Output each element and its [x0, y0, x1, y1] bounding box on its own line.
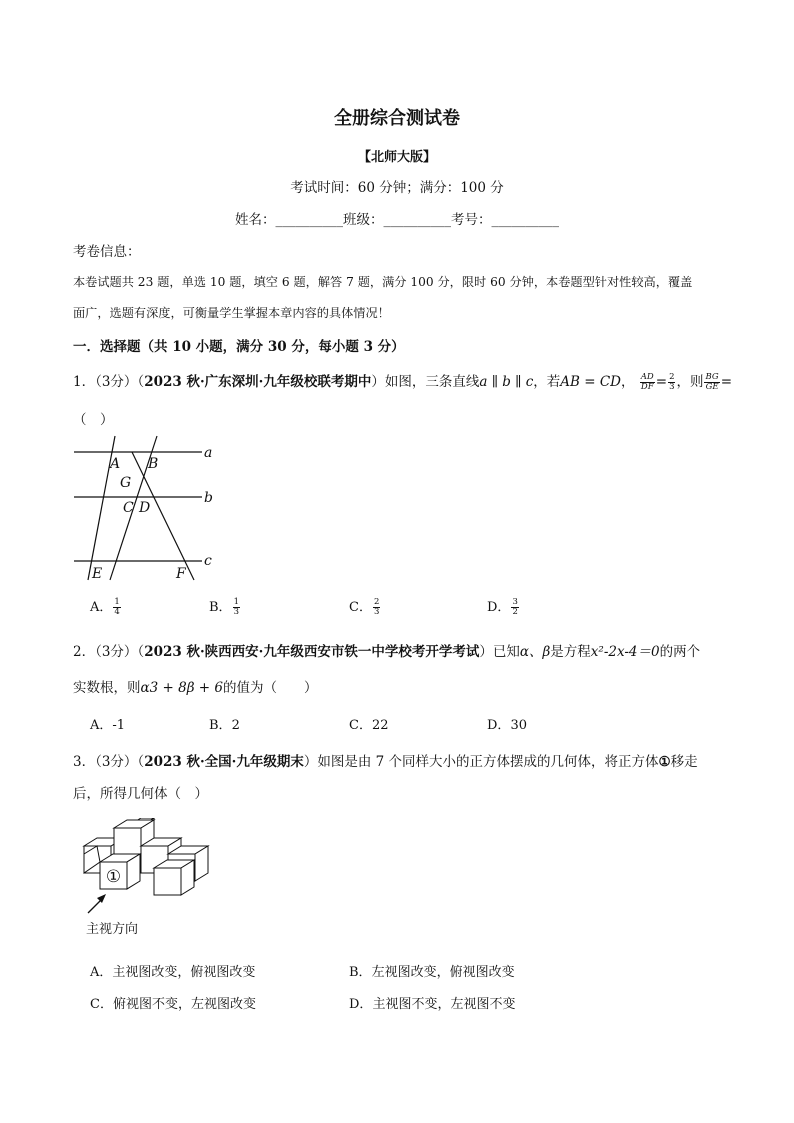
q3-option-c[interactable]: C．俯视图不变，左视图改变	[90, 997, 256, 1012]
q2-equation: x²-2x-4＝0	[590, 644, 660, 660]
q3-option-a[interactable]: A．主视图改变，俯视图改变	[90, 965, 256, 980]
q1-paren: （ ）	[73, 412, 114, 428]
q3-source: 2023 秋·全国·九年级期末	[144, 754, 304, 770]
q3-option-d[interactable]: D．主视图不变，左视图不变	[349, 997, 516, 1012]
q1-option-c[interactable]: C． $\frac{2}{3}$	[349, 597, 380, 617]
question-2-line-2: 实数根，则α3 + 8β + 6的值为（ ）	[73, 680, 318, 696]
question-3-line-1: 3．（3分）（2023 秋·全国·九年级期末）如图是由 7 个同样大小的正方体摆成的几何体，将正方体①移走	[73, 754, 698, 770]
q1-text-a: ）如图，三条直线	[371, 374, 480, 390]
q1-figure	[70, 432, 230, 582]
q1-text-c: ，	[620, 374, 635, 390]
question-3-line-2: 后，所得几何体（ ）	[73, 786, 208, 802]
q2-source: 2023 秋·陕西西安·九年级西安市铁一中学校考开学考试	[144, 644, 480, 660]
label-b: b	[204, 490, 213, 506]
q1-fraction-bg-ge: $\frac{BG}{GE}$	[705, 372, 719, 392]
info-line-2: 面广，选题有深度，可衡量学生掌握本章内容的具体情况！	[73, 306, 390, 320]
q2-option-b[interactable]: B．2	[209, 718, 240, 733]
cube-1-label: ①	[105, 867, 122, 887]
info-line-1: 本卷试题共 23 题，单选 10 题，填空 6 题，解答 7 题，满分 100 分，限时 60 分钟，本卷题型针对性较高，覆盖	[73, 275, 693, 289]
q1-end: =	[720, 374, 732, 390]
q2-expression: α3 + 8β + 6	[140, 680, 223, 696]
label-c: c	[204, 553, 212, 569]
q1-eq-sign: =	[655, 374, 668, 390]
q1-fraction-ad-df: $\frac{AD}{DF}$	[640, 372, 654, 392]
info-label: 考卷信息：	[73, 244, 141, 260]
q1-option-a[interactable]: A． $\frac{1}{4}$	[90, 597, 120, 617]
label-G: G	[120, 475, 132, 491]
q1-fraction-2-3: $\frac{2}{3}$	[669, 372, 675, 392]
cubes	[84, 818, 208, 895]
q1-option-b[interactable]: B． $\frac{1}{3}$	[209, 597, 239, 617]
edition-label: 【北师大版】	[357, 150, 436, 165]
q2-option-c[interactable]: C．22	[349, 718, 389, 733]
section-heading: 一．选择题（共 10 小题，满分 30 分，每小题 3 分）	[73, 339, 405, 355]
page-title: 全册综合测试卷	[334, 108, 460, 129]
q1-text-d: ，则	[676, 374, 704, 390]
q2-option-d[interactable]: D．30	[487, 718, 527, 733]
view-arrow-head	[97, 894, 106, 903]
q1-source: 2023 秋·广东深圳·九年级校联考期中	[144, 374, 372, 390]
q3-option-b[interactable]: B．左视图改变，俯视图改变	[349, 965, 515, 980]
question-1-line-1	[73, 370, 732, 392]
view-direction-label: 主视方向	[86, 922, 139, 937]
q1-option-d[interactable]: D． $\frac{3}{2}$	[487, 597, 518, 617]
exam-info: 考试时间：60 分钟；满分：100 分	[290, 180, 504, 196]
q1-text-b: ，若	[533, 374, 561, 390]
q2-option-a[interactable]: A．-1	[90, 718, 126, 733]
label-C: C	[123, 500, 134, 516]
label-B: B	[148, 456, 159, 472]
label-F: F	[176, 566, 186, 582]
label-D: D	[139, 500, 151, 516]
label-E: E	[92, 566, 103, 582]
name-line: 姓名：__________班级：__________考号：__________	[235, 212, 559, 228]
label-A: A	[110, 456, 121, 472]
q2-vars: α、β	[519, 644, 551, 660]
label-a: a	[204, 445, 213, 461]
q1-prefix: 1．（3分）（	[73, 374, 145, 390]
q1-eq: AB = CD	[560, 374, 621, 390]
q3-circle-one: ①	[658, 754, 671, 770]
question-2-line-1: 2．（3分）（2023 秋·陕西西安·九年级西安市铁一中学校考开学考试）已知α、β是方程x²-2x-4＝0的两个	[73, 644, 701, 660]
q1-parallel: a ∥ b ∥ c	[479, 374, 534, 390]
